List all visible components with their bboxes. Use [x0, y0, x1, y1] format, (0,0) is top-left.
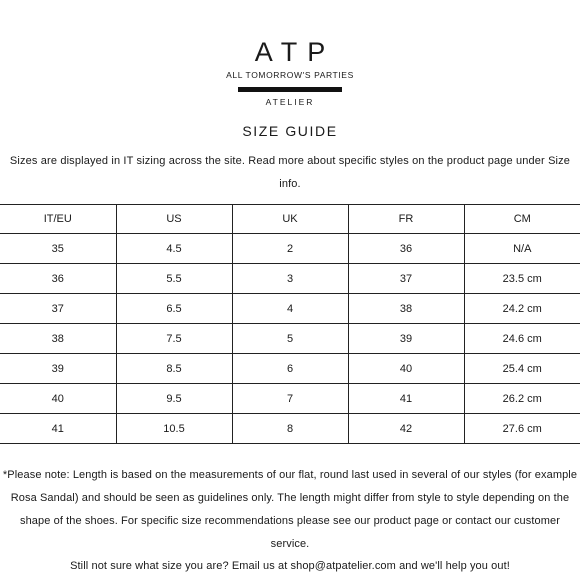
cell-fr: 42: [348, 414, 464, 444]
column-header-us: US: [116, 205, 232, 234]
intro-text: Sizes are displayed in IT sizing across the site. Read more about specific styles on the product page under Size info.: [9, 155, 571, 190]
cell-cm: 23.5 cm: [464, 264, 580, 294]
cell-fr: 39: [348, 324, 464, 354]
size-table: [0, 204, 580, 444]
column-header-fr: FR: [348, 205, 464, 234]
table-row: [0, 414, 580, 444]
logo-tagline: ALL TOMORROW'S PARTIES: [226, 70, 354, 80]
cell-uk: 3: [232, 264, 348, 294]
cell-us: 6.5: [116, 294, 232, 324]
cell-us: 9.5: [116, 384, 232, 414]
cell-us: 4.5: [116, 234, 232, 264]
cell-cm: 24.6 cm: [464, 324, 580, 354]
logo-atelier: ATELIER: [265, 97, 315, 107]
table-row: [0, 294, 580, 324]
cell-it-eu: 41: [0, 414, 116, 444]
cell-uk: 6: [232, 354, 348, 384]
table-header-row: [0, 205, 580, 234]
cell-cm: 27.6 cm: [464, 414, 580, 444]
cell-uk: 7: [232, 384, 348, 414]
cell-cm: N/A: [464, 234, 580, 264]
cell-it-eu: 38: [0, 324, 116, 354]
logo-wordmark: ATP: [254, 37, 336, 67]
page-title: SIZE GUIDE: [242, 123, 338, 139]
cell-uk: 8: [232, 414, 348, 444]
cell-us: 5.5: [116, 264, 232, 294]
brand-logo: [0, 38, 580, 107]
size-note: *Please note: Length is based on the measurements of our flat, round last used in several of our styles (for example Rosa Sandal) and should be seen as guidelines only. The length might differ from style to style depending on the shape of the shoes. For specific size recommendations please see our product page or contact our customer service.: [2, 469, 578, 550]
cell-uk: 2: [232, 234, 348, 264]
cell-it-eu: 36: [0, 264, 116, 294]
cell-us: 8.5: [116, 354, 232, 384]
column-header-it-eu: IT/EU: [0, 205, 116, 234]
cell-it-eu: 39: [0, 354, 116, 384]
cell-cm: 24.2 cm: [464, 294, 580, 324]
logo-bar-divider: [238, 87, 342, 92]
cell-us: 10.5: [116, 414, 232, 444]
cell-it-eu: 37: [0, 294, 116, 324]
cell-fr: 41: [348, 384, 464, 414]
cell-uk: 4: [232, 294, 348, 324]
cell-fr: 38: [348, 294, 464, 324]
cell-us: 7.5: [116, 324, 232, 354]
cell-cm: 25.4 cm: [464, 354, 580, 384]
table-row: [0, 234, 580, 264]
cell-it-eu: 35: [0, 234, 116, 264]
contact-cta: Still not sure what size you are? Email us at shop@atpatelier.com and we'll help you out!: [70, 560, 510, 572]
cell-fr: 36: [348, 234, 464, 264]
column-header-uk: UK: [232, 205, 348, 234]
table-row: [0, 384, 580, 414]
table-row: [0, 324, 580, 354]
cell-fr: 40: [348, 354, 464, 384]
table-row: [0, 264, 580, 294]
table-row: [0, 354, 580, 384]
cell-cm: 26.2 cm: [464, 384, 580, 414]
cell-uk: 5: [232, 324, 348, 354]
cell-it-eu: 40: [0, 384, 116, 414]
cell-fr: 37: [348, 264, 464, 294]
column-header-cm: CM: [464, 205, 580, 234]
